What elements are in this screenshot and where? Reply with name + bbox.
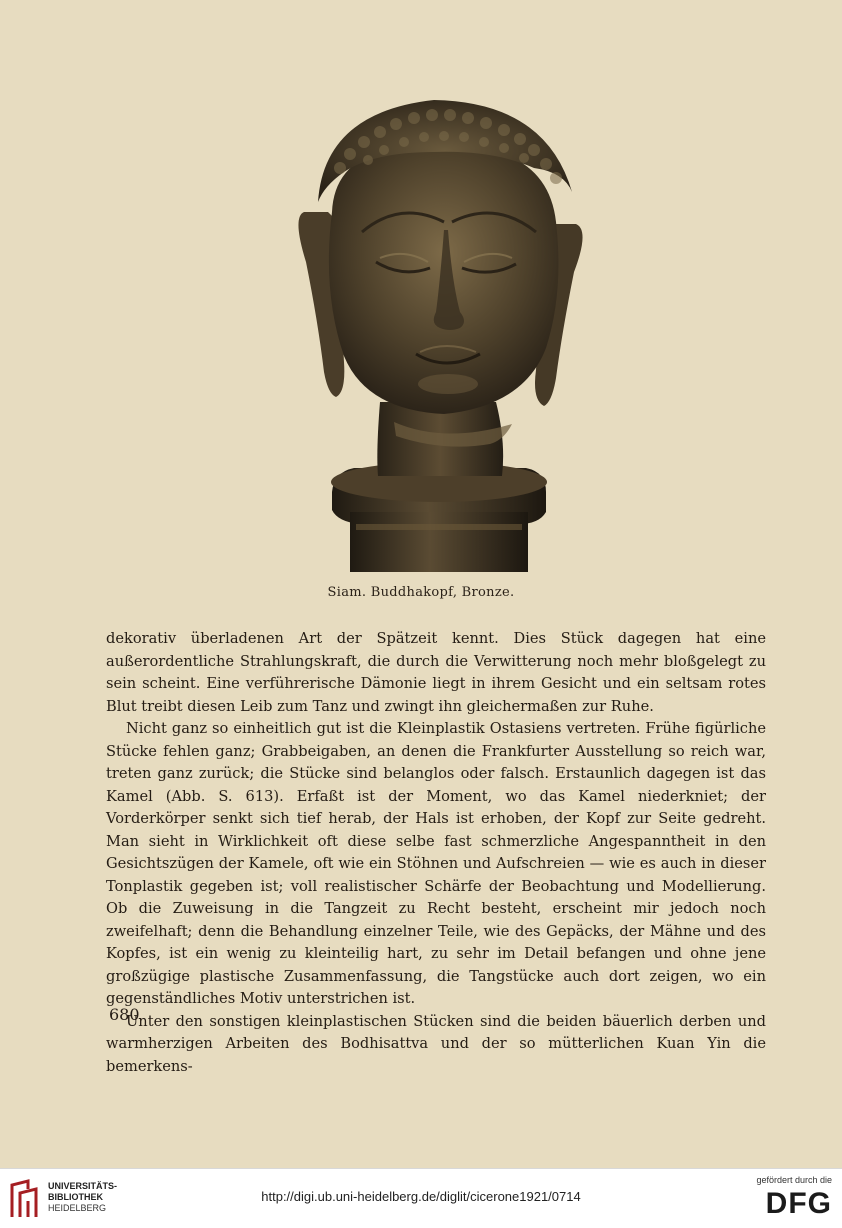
dfg-logo[interactable]: DFG <box>765 1187 832 1220</box>
funder-block <box>750 1175 832 1223</box>
permalink-url[interactable]: http://digi.ub.uni-heidelberg.de/diglit/cicerone1921/0714 <box>261 1189 581 1204</box>
footer-bar <box>0 1168 842 1228</box>
buddha-head-photo <box>284 72 596 572</box>
figure-caption: Siam. Buddhakopf, Bronze. <box>327 585 515 600</box>
body-text <box>106 628 766 1078</box>
paragraph: dekorativ überladenen Art der Spätzeit kennt. Dies Stück dagegen hat eine außerordentliche Strahlungskraft, die durch die Verwitterung noch mehr bloßgelegt zu sein scheint. Eine verführerische Dämonie liegt in ihrem Gesicht und ein seltsam rotes Blut treibt diesen Leib zum Tanz und zwingt ihn gleichermaßen zur Ruhe. <box>106 630 766 715</box>
page-number: 680 <box>109 1005 140 1024</box>
library-name-line: HEIDELBERG <box>48 1203 107 1213</box>
paragraph: Unter den sonstigen kleinplastischen Stücken sind die beiden bäuerlich derben und warmherzigen Arbeiten des Bodhisattva und der so mütterlichen Kuan Yin die bemerkens- <box>106 1012 766 1075</box>
library-name-line: UNIVERSITÄTS- <box>48 1181 118 1191</box>
paragraph: Nicht ganz so einheitlich gut ist die Kleinplastik Ostasiens vertreten. Frühe figürliche Stücke fehlen ganz; Grabbeigaben, an denen die Frankfurter Ausstellung so reich war, treten ganz zurück; die Stücke sind belanglos oder falsch. Erstaunlich dagegen ist das Kamel (Abb. S. 613). Erfaßt ist der Moment, wo das Kamel niederkniet; der Vorderkörper senkt sich tief herab, der Hals ist erhoben, der Kopf zur Seite gedreht. Man sieht in Wirklichkeit oft diese selbe fast schmerzliche Angespanntheit in den Gesichtszügen der Kamele, oft wie ein Stöhnen und Aufschreien — wie es auch in dieser Tonplastik gegeben ist; voll realistischer Schärfe der Beobachtung und Modellierung. Ob die Zuweisung in die Tangzeit zu Recht besteht, erscheint mir jedoch noch zweifelhaft; denn die Behandlung einzelner Teile, wie des Gepäcks, der Mähne und des Kopfes, ist ein wenig zu kleinteilig hart, zu sehr im Detail befangen und ohne jene großzügige plastische Zusammenfassung, die Tangstücke auch dort zeigen, wo ein gegenständliches Motiv unterstrichen ist. <box>106 720 766 1007</box>
library-name-line: BIBLIOTHEK <box>48 1192 103 1202</box>
funding-note: gefördert durch die <box>756 1175 832 1185</box>
